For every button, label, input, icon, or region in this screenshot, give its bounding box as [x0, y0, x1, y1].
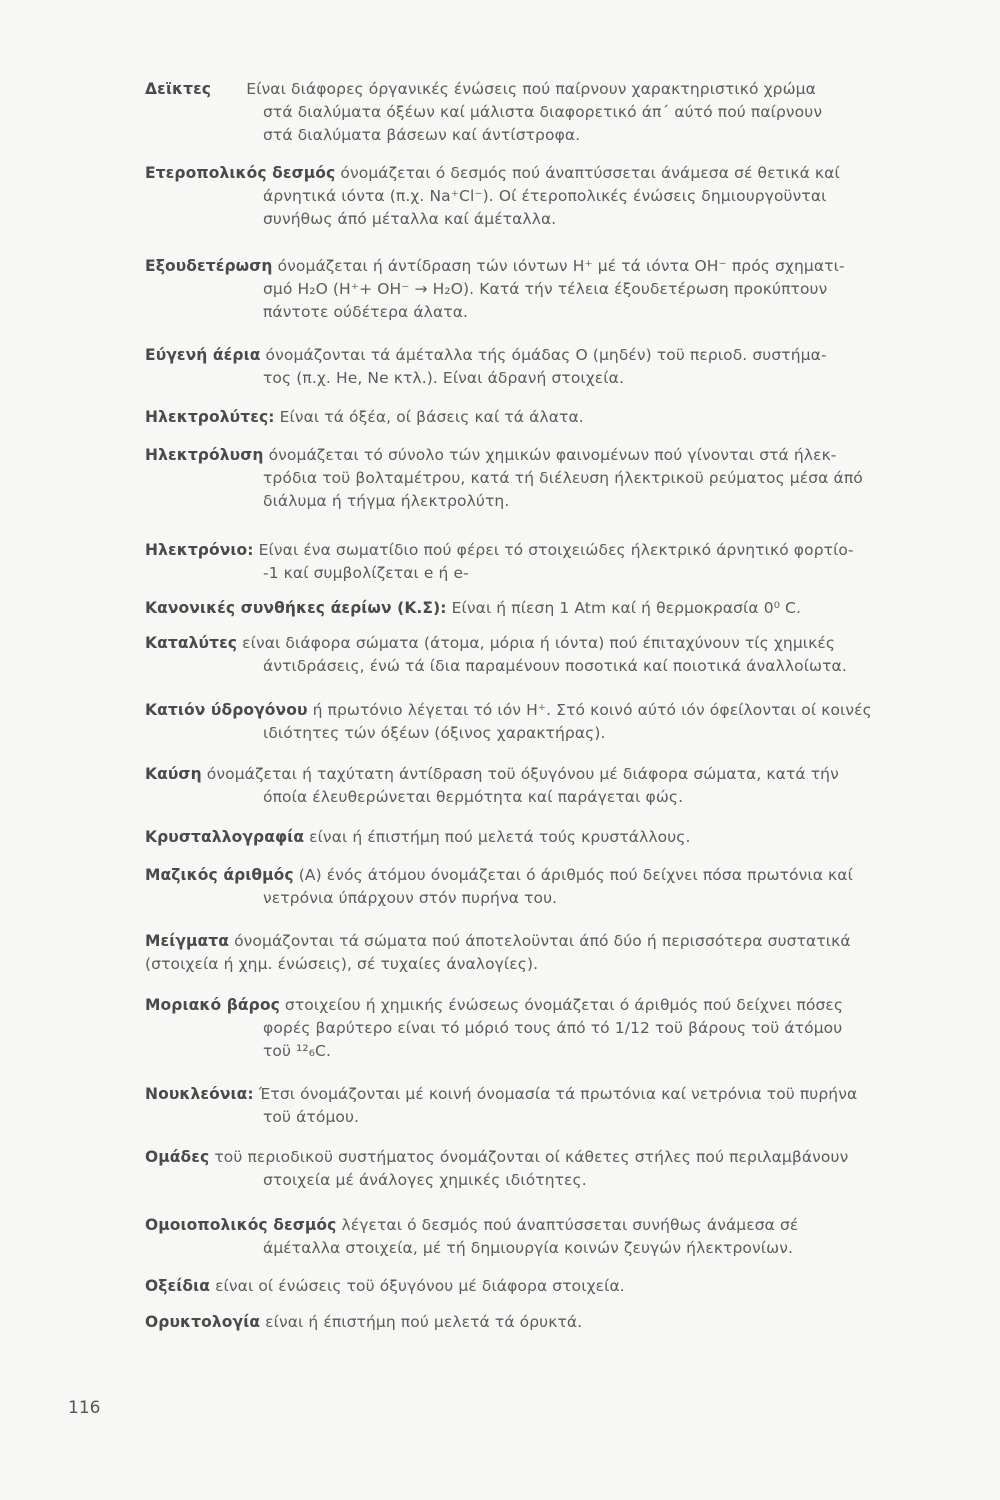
- entry-text: στοιχείου ή χημικής ένώσεως όνομάζεται ό άριθμός πού δείχνει πόσες: [284, 996, 844, 1014]
- entry-text: είναι ή έπιστήμη πού μελετά τούς κρυστάλλους.: [309, 828, 691, 846]
- glossary-entry-oryktologia: [145, 1311, 945, 1334]
- entry-term: Ομοιοπολικός δεσμός: [145, 1216, 337, 1234]
- entry-term: Ηλεκτρολύτες:: [145, 408, 275, 426]
- glossary-entry-ilektrolytes: [145, 406, 945, 429]
- page-number: 116: [68, 1398, 101, 1418]
- entry-text: είναι ή έπιστήμη πού μελετά τά όρυκτά.: [265, 1313, 583, 1331]
- entry-text: (στοιχεία ή χημ. ένώσεις), σέ τυχαίες άναλογίες).: [145, 955, 539, 973]
- entry-term: Μαζικός άριθμός: [145, 866, 294, 884]
- entry-text: νετρόνια ύπάρχουν στόν πυρήνα του.: [263, 889, 558, 907]
- entry-term: Ηλεκτρόλυση: [145, 446, 264, 464]
- glossary-entry-noukleonia: [145, 1083, 945, 1129]
- glossary-entry-eteropolikos: [145, 162, 945, 231]
- entry-term: Κατιόν ύδρογόνου: [145, 701, 308, 719]
- glossary-entry-katalytes: [145, 632, 945, 678]
- entry-text: όνομάζεται ή ταχύτατη άντίδραση τοϋ όξυγόνου μέ διάφορα σώματα, κατά τήν: [206, 765, 839, 783]
- entry-text: όποία έλευθερώνεται θερμότητα καί παράγεται φώς.: [263, 788, 684, 806]
- glossary-entry-krystallografia: [145, 826, 945, 849]
- entry-text: σμό H₂O (H⁺+ OH⁻ → H₂O). Κατά τήν τέλεια έξουδετέρωση προκύπτουν: [263, 280, 828, 298]
- entry-text: λέγεται ό δεσμός πού άναπτύσσεται συνήθως άνάμεσα σέ: [341, 1216, 799, 1234]
- entry-term: Καταλύτες: [145, 634, 238, 652]
- glossary-entry-meigmata: [145, 930, 945, 976]
- entry-text: τος (π.χ. He, Ne κτλ.). Είναι άδρανή στοιχεία.: [263, 369, 624, 387]
- entry-term: Ομάδες: [145, 1148, 210, 1166]
- entry-text: στά διαλύματα όξέων καί μάλιστα διαφορετικό άπ΄ αύτό πού παίρνουν: [263, 103, 823, 121]
- entry-term: Ορυκτολογία: [145, 1313, 261, 1331]
- entry-text: τοϋ ¹²₆C.: [263, 1042, 332, 1060]
- entry-term: Νουκλεόνια:: [145, 1085, 254, 1103]
- entry-text: ή πρωτόνιο λέγεται τό ιόν H⁺. Στό κοινό αύτό ιόν όφείλονται οί κοινές: [312, 701, 872, 719]
- entry-term: Μοριακό βάρος: [145, 996, 280, 1014]
- entry-term: Καύση: [145, 765, 202, 783]
- entry-term: Οξείδια: [145, 1277, 211, 1295]
- entry-text: ιδιότητες τών όξέων (όξινος χαρακτήρας).: [263, 724, 606, 742]
- entry-term: Κρυσταλλογραφία: [145, 828, 305, 846]
- entry-text: Είναι τά όξέα, οί βάσεις καί τά άλατα.: [279, 408, 584, 426]
- entry-text: είναι οί ένώσεις τοϋ όξυγόνου μέ διάφορα στοιχεία.: [215, 1277, 625, 1295]
- entry-text: όνομάζονται τά σώματα πού άποτελοϋνται άπό δύο ή περισσότερα συστατικά: [234, 932, 851, 950]
- glossary-entry-kanonikes-synthikes: [145, 597, 945, 620]
- glossary-entry-eugeni-aeria: [145, 344, 945, 390]
- glossary-entry-ilektronio: [145, 539, 945, 585]
- entry-text: τοϋ άτόμου.: [263, 1108, 360, 1126]
- glossary-entry-mazikos-arithmos: [145, 864, 945, 910]
- entry-term: Ηλεκτρόνιο:: [145, 541, 254, 559]
- entry-text: άρνητικά ιόντα (π.χ. Na⁺Cl⁻). Οί έτεροπολικές ένώσεις δημιουργοϋνται: [263, 187, 827, 205]
- entry-text: είναι διάφορα σώματα (άτομα, μόρια ή ιόντα) πού έπιταχύνουν τίς χημικές: [242, 634, 836, 652]
- entry-text: όνομάζεται ή άντίδραση τών ιόντων H⁺ μέ τά ιόντα OH⁻ πρός σχηματι-: [277, 257, 845, 275]
- entry-term: Εξουδετέρωση: [145, 257, 273, 275]
- entry-text: Είναι ένα σωματίδιο πού φέρει τό στοιχειώδες ήλεκτρικό άρνητικό φορτίο-: [258, 541, 854, 559]
- entry-text: άμέταλλα στοιχεία, μέ τή δημιουργία κοινών ζευγών ήλεκτρονίων.: [263, 1239, 793, 1257]
- entry-text: συνήθως άπό μέταλλα καί άμέταλλα.: [263, 210, 557, 228]
- entry-text: στά διαλύματα βάσεων καί άντίστροφα.: [263, 126, 581, 144]
- glossary-entry-omades: [145, 1146, 945, 1192]
- entry-text: Είναι διάφορες όργανικές ένώσεις πού παίρνουν χαρακτηριστικό χρώμα: [246, 80, 816, 98]
- entry-term: Κανονικές συνθήκες άερίων (Κ.Σ):: [145, 599, 447, 617]
- entry-text: όνομάζονται τά άμέταλλα τής όμάδας O (μηδέν) τοϋ περιοδ. συστήμα-: [265, 346, 827, 364]
- glossary-entry-moriako-varos: [145, 994, 945, 1063]
- entry-term: Μείγματα: [145, 932, 230, 950]
- entry-text: διάλυμα ή τήγμα ήλεκτρολύτη.: [263, 492, 510, 510]
- glossary-entry-kation-ydrogonou: [145, 699, 945, 745]
- glossary-entry-omoiopolikos: [145, 1214, 945, 1260]
- entry-text: φορές βαρύτερο είναι τό μόριό τους άπό τό 1/12 τοϋ βάρους τοϋ άτόμου: [263, 1019, 843, 1037]
- glossary-entry-ilektrolysi: [145, 444, 945, 513]
- entry-text: άντιδράσεις, ένώ τά ίδια παραμένουν ποσοτικά καί ποιοτικά άναλλοίωτα.: [263, 657, 847, 675]
- glossary-entry-deiktes: [145, 78, 945, 147]
- entry-text: τοϋ περιοδικοϋ συστήματος όνομάζονται οί κάθετες στήλες πού περιλαμβάνουν: [214, 1148, 849, 1166]
- entry-text: όνομάζεται τό σύνολο τών χημικών φαινομένων πού γίνονται στά ήλεκ-: [268, 446, 837, 464]
- glossary-entry-exoudeterosi: [145, 255, 945, 324]
- entry-text: τρόδια τοϋ βολταμέτρου, κατά τή διέλευση ήλεκτρικοϋ ρεύματος μέσα άπό: [263, 469, 863, 487]
- entry-term: Δεϊκτες: [145, 80, 212, 98]
- entry-text: Είναι ή πίεση 1 Atm καί ή θερμοκρασία 0⁰ C.: [451, 599, 801, 617]
- entry-term: Εύγενή άέρια: [145, 346, 261, 364]
- entry-text: όνομάζεται ό δεσμός πού άναπτύσσεται άνάμεσα σέ θετικά καί: [340, 164, 840, 182]
- entry-term: Ετεροπολικός δεσμός: [145, 164, 336, 182]
- glossary-entry-kafsi: [145, 763, 945, 809]
- entry-text: (A) ένός άτόμου όνομάζεται ό άριθμός πού δείχνει πόσα πρωτόνια καί: [298, 866, 853, 884]
- entry-text: Έτσι όνομάζονται μέ κοινή όνομασία τά πρωτόνια καί νετρόνια τοϋ πυρήνα: [258, 1085, 858, 1103]
- entry-text: -1 καί συμβολίζεται e ή e-: [263, 564, 469, 582]
- entry-text: στοιχεία μέ άνάλογες χημικές ιδιότητες.: [263, 1171, 587, 1189]
- glossary-entry-oxeidia: [145, 1275, 945, 1298]
- entry-text: πάντοτε ούδέτερα άλατα.: [263, 303, 469, 321]
